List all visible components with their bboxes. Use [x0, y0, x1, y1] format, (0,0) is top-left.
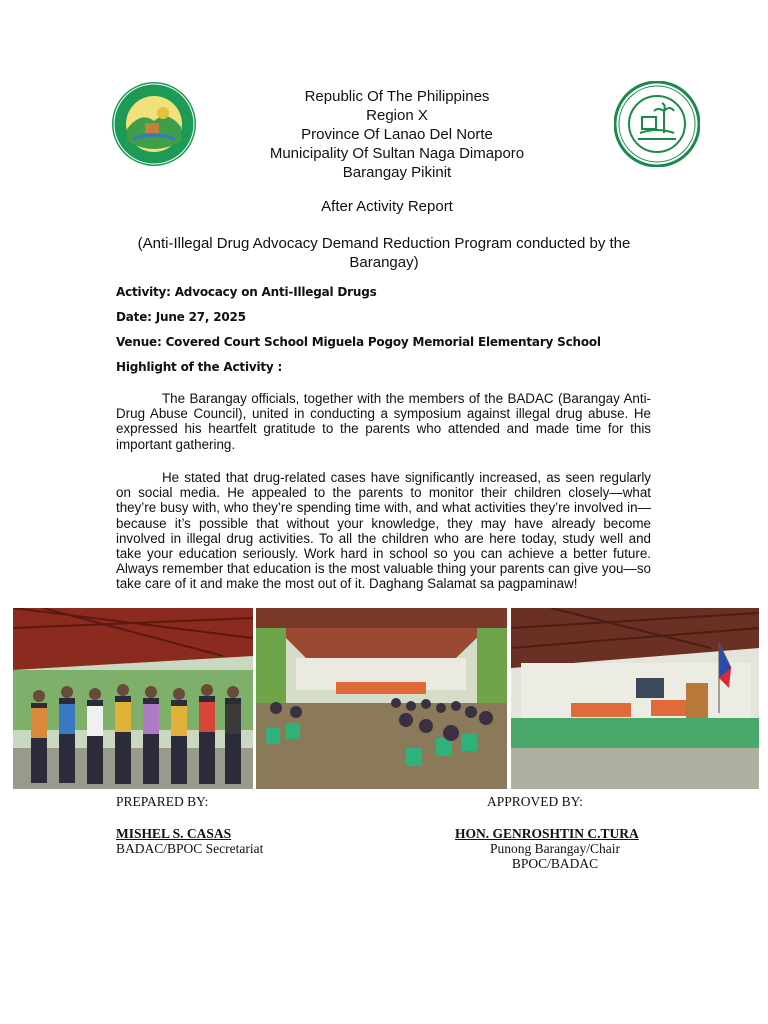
- header-municipality: Municipality Of Sultan Naga Dimaporo: [269, 145, 525, 162]
- paragraph-2-text: He stated that drug-related cases have significantly increased, as seen regularly on social media. He appealed to the parents to monitor their children closely—what they’re busy with, who they’re spending time with, and what activities they’re involved in—because it’s possible that without your knowledge, they may have already become involved in illegal drug activities. To all the children who are here today, study well and take your education seriously. Work hard in school so you can achieve a better future. Always remember that education is the most valuable thing your parents can give you—so take care of it and make the most out of it. Daghang Salamat sa pagpaminaw!: [116, 470, 651, 592]
- activity-field: Activity: Advocacy on Anti-Illegal Drugs: [116, 285, 377, 299]
- approved-by-block: [455, 794, 655, 871]
- date-field: Date: June 27, 2025: [116, 310, 246, 324]
- prepared-by-label: PREPARED BY:: [116, 794, 209, 809]
- header-republic: Republic Of The Philippines: [304, 88, 490, 105]
- paragraph-2: [116, 470, 651, 592]
- sultan-naga-dimaporo-seal: [614, 81, 700, 167]
- paragraph-1-text: The Barangay officials, together with the members of the BADAC (Barangay Anti-Drug Abuse Council), united in conducting a symposium against illegal drug abuse. He expressed his heartfelt gratitude to the parents who attended and made time for this important gathering.: [116, 391, 651, 452]
- activity-photo-2: [256, 608, 507, 789]
- prepared-by-name: MISHEL S. CASAS: [116, 826, 232, 841]
- header-region: Region X: [366, 107, 428, 124]
- prepared-by-title: BADAC/BPOC Secretariat: [116, 841, 264, 856]
- report-title: After Activity Report: [321, 198, 453, 215]
- approved-by-title-1: Punong Barangay/Chair: [489, 841, 621, 856]
- venue-field: Venue: Covered Court School Miguela Pogoy Memorial Elementary School: [116, 335, 601, 349]
- activity-photo-3: [511, 608, 759, 789]
- approved-by-label: APPROVED BY:: [487, 794, 583, 809]
- barangay-pikinit-seal: [111, 81, 197, 167]
- approved-by-name: HON. GENROSHTIN C.TURA: [455, 826, 639, 841]
- document-header: [200, 87, 594, 182]
- header-province: Province Of Lanao Del Norte: [301, 126, 493, 143]
- header-barangay: Barangay Pikinit: [342, 164, 452, 181]
- prepared-by-block: [116, 794, 263, 856]
- paragraph-1: [116, 391, 651, 452]
- approved-by-title-2: BPOC/BADAC: [511, 856, 599, 871]
- report-subtitle: (Anti-Illegal Drug Advocacy Demand Reduction Program conducted by the Barangay): [137, 235, 631, 271]
- activity-photo-1: [13, 608, 253, 789]
- highlight-field: Highlight of the Activity :: [116, 360, 283, 374]
